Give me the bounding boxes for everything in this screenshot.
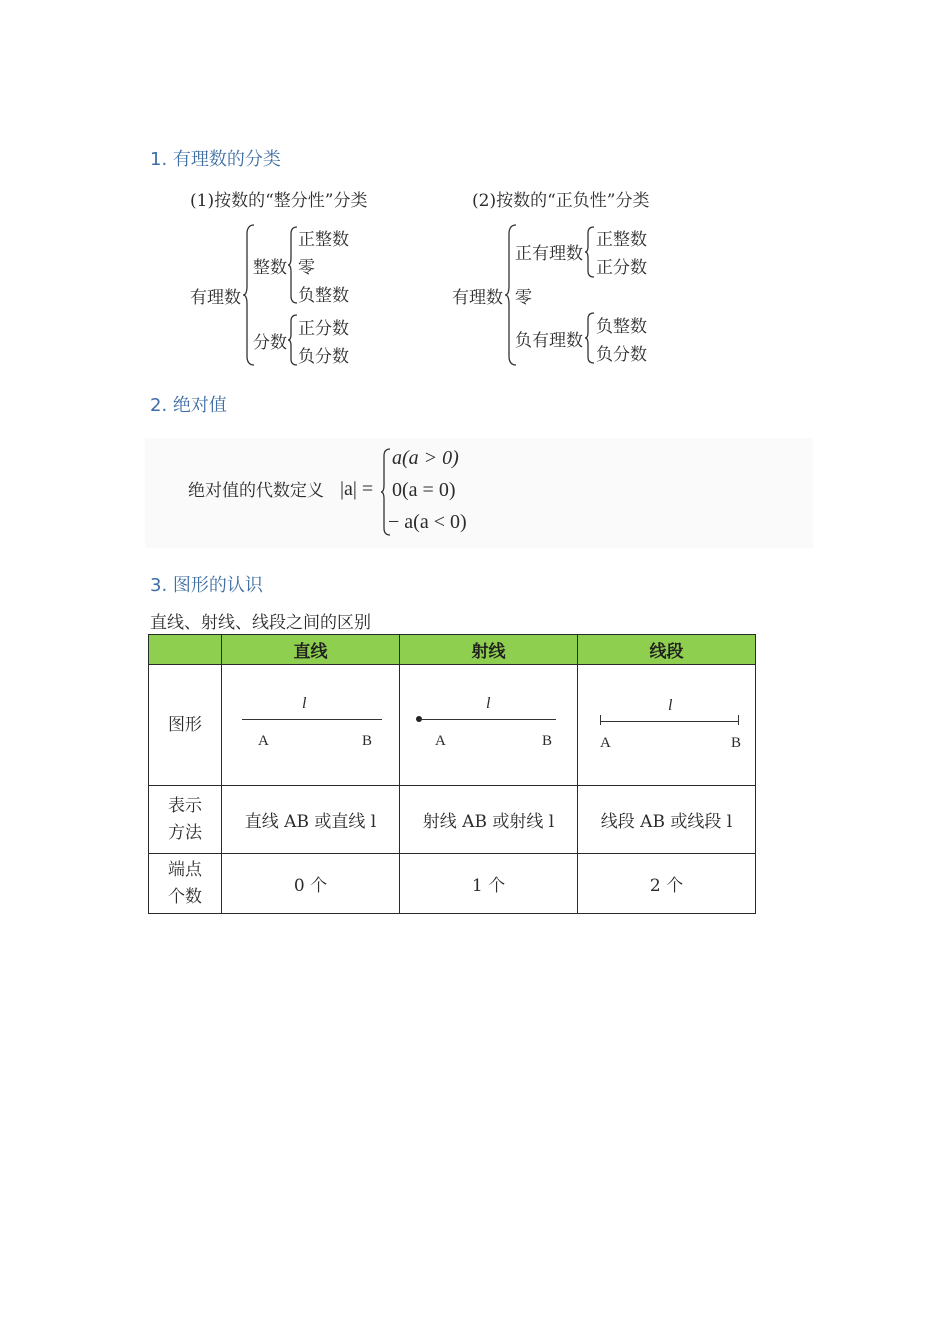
- endpoints-cell: 2 个: [578, 854, 756, 914]
- abs-case: 0(a = 0): [392, 479, 456, 501]
- ray-segment: [419, 719, 556, 720]
- endpoints-cell: 1 个: [400, 854, 578, 914]
- ray-figure: [400, 665, 577, 785]
- table-header-cell: 直线: [222, 635, 400, 665]
- table-header-cell: 线段: [578, 635, 756, 665]
- right-group2-item: 负整数: [596, 317, 647, 337]
- right-group2-brace: [584, 312, 596, 364]
- segment-right-tick: [738, 715, 739, 725]
- left-group1-item: 负整数: [298, 286, 349, 306]
- section3-heading: 3. 图形的认识: [150, 575, 263, 596]
- right-group1: 正有理数: [515, 244, 583, 264]
- abs-case: − a(a < 0): [388, 511, 467, 533]
- right-middle: 零: [515, 288, 532, 308]
- segment-line: [600, 721, 739, 722]
- table-header-corner: [149, 635, 222, 665]
- notation-cell: 线段 AB 或线段 l: [578, 786, 756, 854]
- table-row: [149, 786, 756, 854]
- figure-segment-cell: [578, 665, 756, 786]
- point-b-label: B: [731, 735, 742, 751]
- right-group2: 负有理数: [515, 331, 583, 351]
- table-header-row: [149, 635, 756, 665]
- left-group1-item: 零: [298, 258, 315, 278]
- right-group1-brace: [584, 226, 596, 278]
- segment-name-label: l: [668, 697, 673, 714]
- table-row: [149, 854, 756, 914]
- row-label-line: 表示: [168, 795, 202, 816]
- left-group2-item: 负分数: [298, 347, 349, 367]
- right-group1-item: 正整数: [596, 230, 647, 250]
- figure-ray-cell: [400, 665, 578, 786]
- abs-definition-label: 绝对值的代数定义: [188, 481, 324, 501]
- row-label-line: 端点: [168, 859, 202, 880]
- notation-cell: 直线 AB 或直线 l: [222, 786, 400, 854]
- left-caption: (1)按数的“整分性”分类: [190, 191, 368, 211]
- left-group2-item: 正分数: [298, 319, 349, 339]
- table-header-cell: 射线: [400, 635, 578, 665]
- row-label-line: 个数: [168, 886, 202, 907]
- abs-lhs: |a| =: [340, 478, 374, 500]
- point-b-label: B: [362, 733, 373, 749]
- row-label-endpoints: [149, 854, 222, 914]
- line-figure: [222, 665, 399, 785]
- section1-heading: 1. 有理数的分类: [150, 149, 281, 170]
- right-root: 有理数: [452, 288, 503, 308]
- comparison-table: [148, 634, 756, 914]
- left-group1-item: 正整数: [298, 230, 349, 250]
- point-a-label: A: [600, 735, 611, 751]
- point-a-label: A: [258, 733, 269, 749]
- row-label-line: 方法: [168, 822, 202, 843]
- left-group1: 整数: [253, 258, 287, 278]
- notation-cell: 射线 AB 或射线 l: [400, 786, 578, 854]
- left-root: 有理数: [190, 288, 241, 308]
- left-group2: 分数: [253, 333, 287, 353]
- right-group2-item: 负分数: [596, 345, 647, 365]
- row-label-notation: [149, 786, 222, 854]
- section2-heading: 2. 绝对值: [150, 395, 227, 416]
- right-group1-item: 正分数: [596, 258, 647, 278]
- segment-left-tick: [600, 715, 601, 725]
- point-a-label: A: [435, 733, 446, 749]
- right-caption: (2)按数的“正负性”分类: [472, 191, 650, 211]
- figure-line-cell: [222, 665, 400, 786]
- endpoints-cell: 0 个: [222, 854, 400, 914]
- section3-subtitle: 直线、射线、线段之间的区别: [150, 613, 371, 633]
- line-name-label: l: [302, 695, 307, 712]
- line-segment: [242, 719, 382, 720]
- ray-name-label: l: [486, 695, 491, 712]
- segment-figure: [578, 665, 755, 785]
- table-row: [149, 665, 756, 786]
- row-label-figure: 图形: [149, 665, 222, 786]
- abs-case: a(a > 0): [392, 447, 459, 469]
- point-b-label: B: [542, 733, 553, 749]
